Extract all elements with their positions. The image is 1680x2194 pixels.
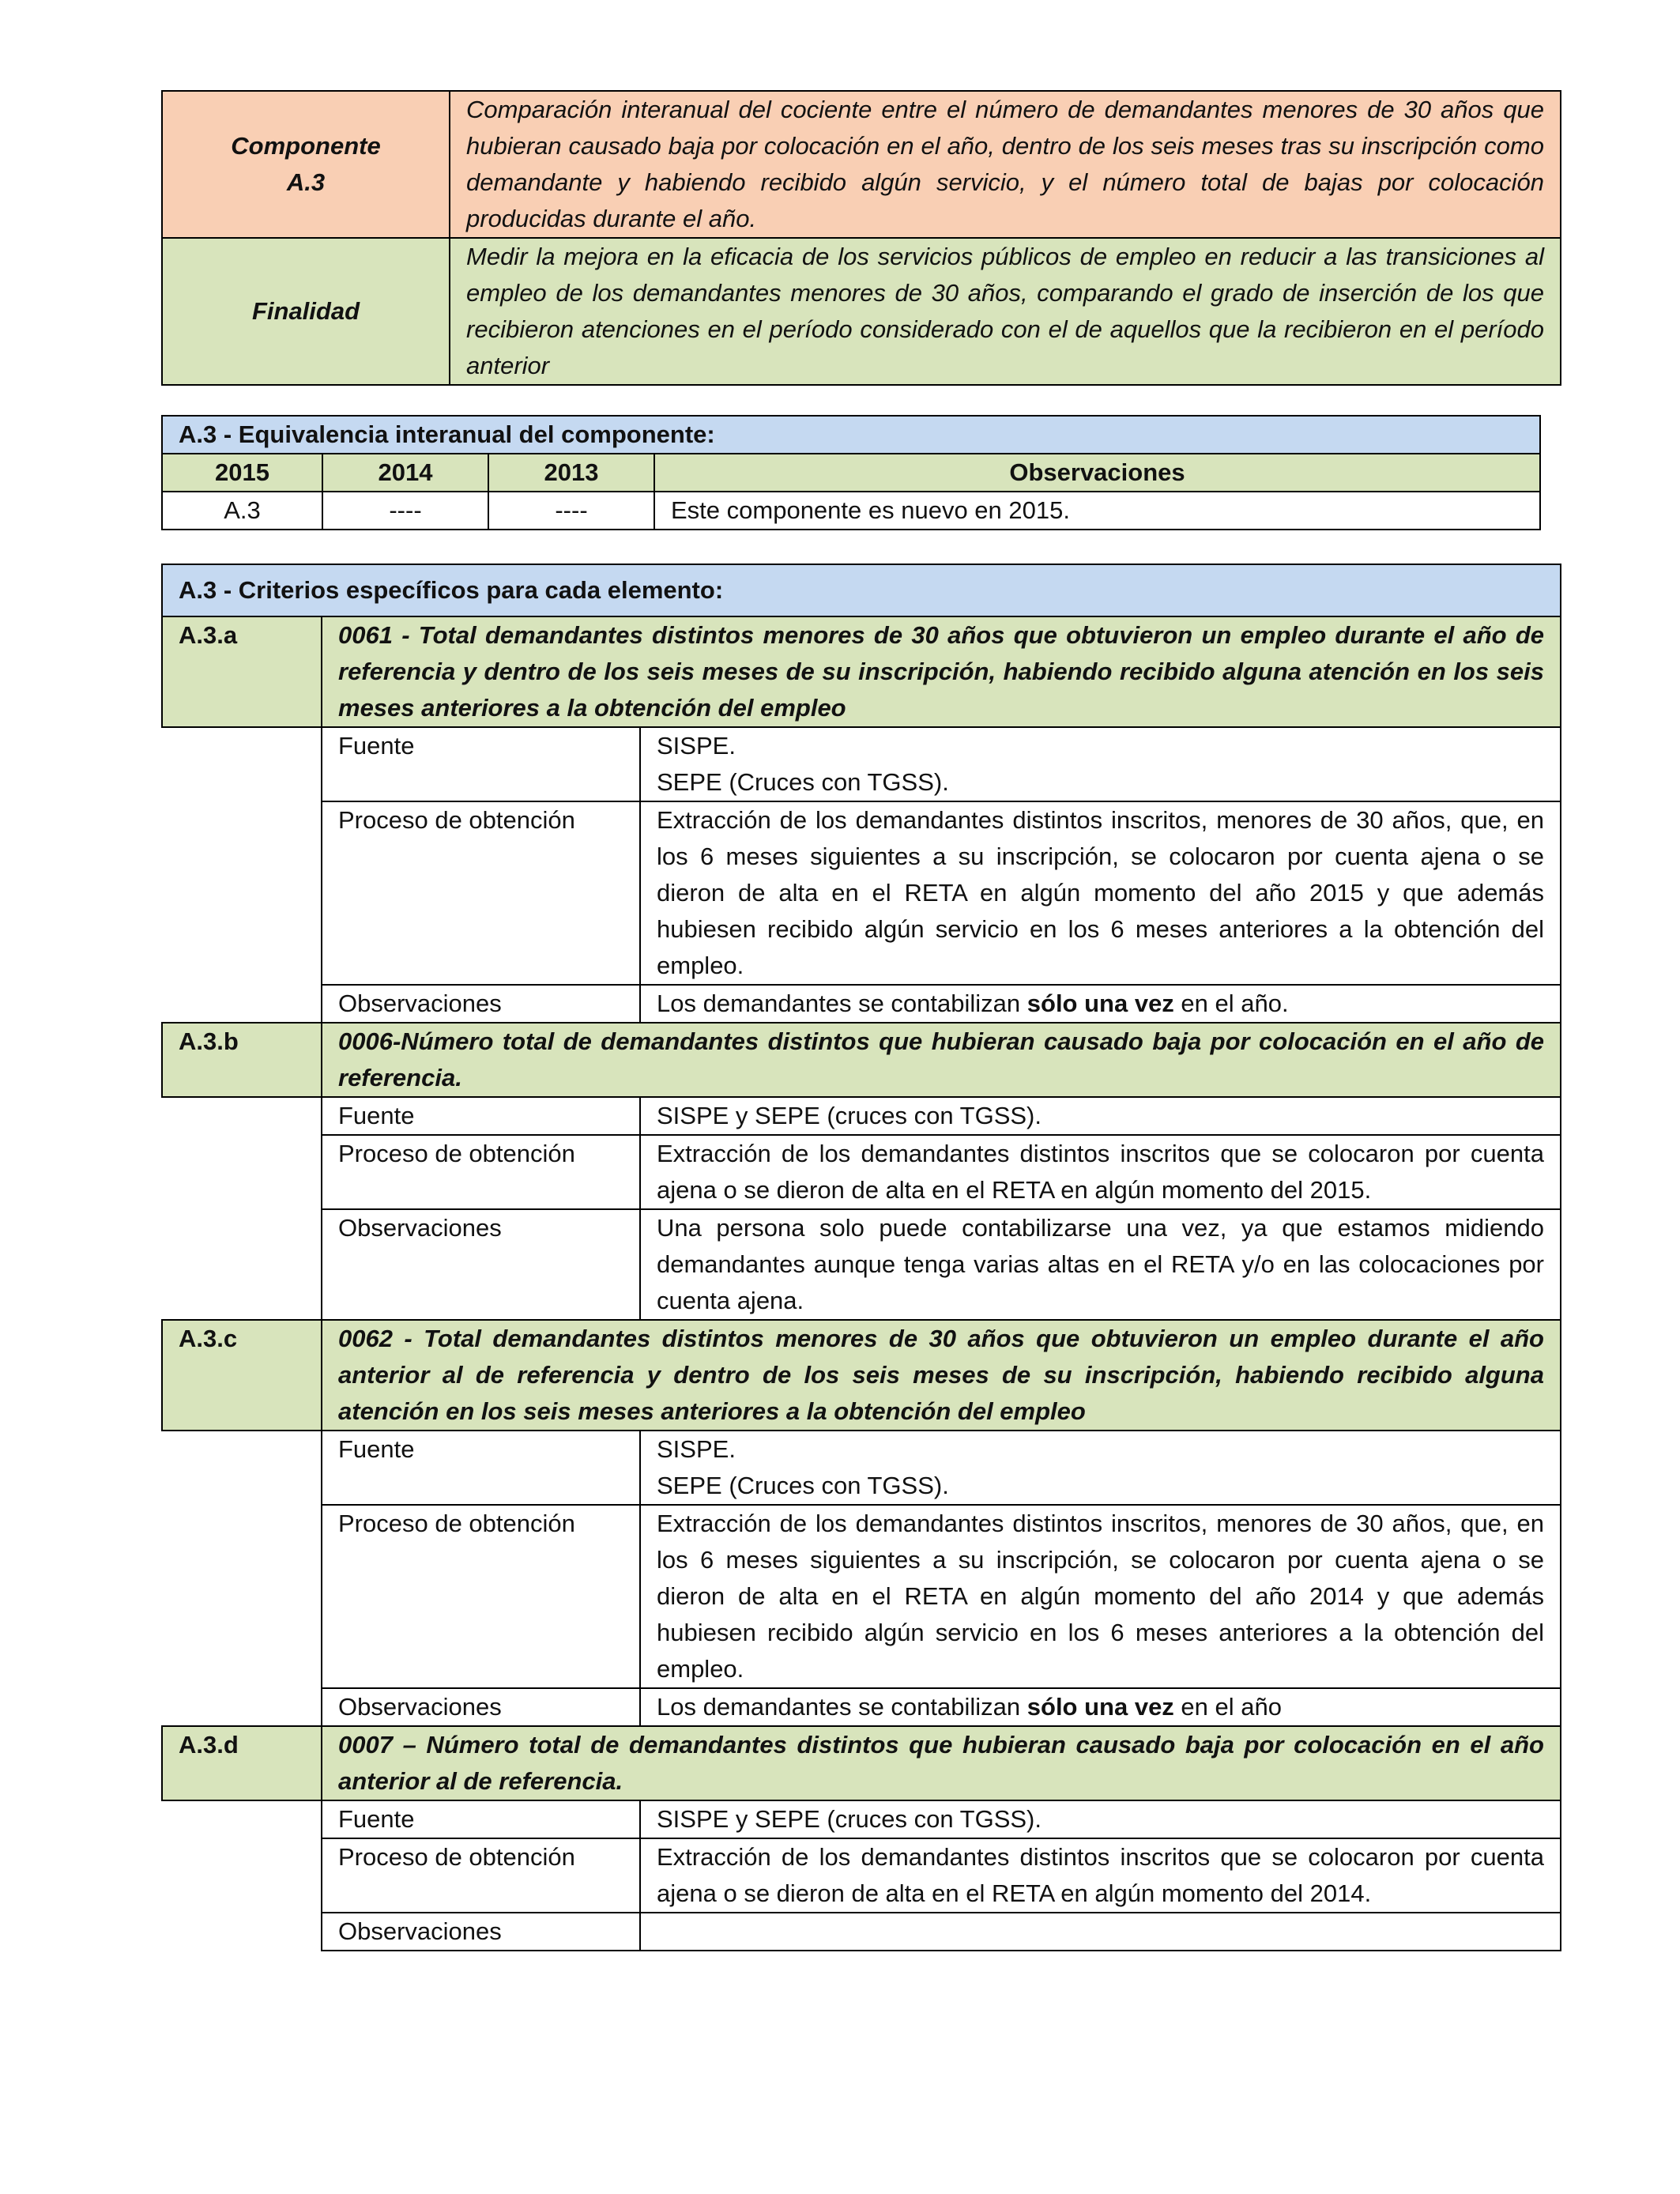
notes-value (640, 985, 1561, 1023)
notes-row (162, 985, 1561, 1023)
notes-row (162, 1913, 1561, 1951)
process-label: Proceso de obtención (322, 1135, 640, 1209)
process-label: Proceso de obtención (322, 1505, 640, 1688)
element-code: A.3.a (162, 616, 322, 727)
source-row (162, 1431, 1561, 1505)
column-header-2013: 2013 (488, 454, 654, 492)
process-value: Extracción de los demandantes distintos inscritos que se colocaron por cuenta ajena o se dieron de alta en el RETA en algún momento del 2015. (640, 1135, 1561, 1209)
component-code: A.3 (286, 168, 326, 196)
element-header-row (162, 1726, 1561, 1800)
notes-text: en el año. (1173, 990, 1289, 1017)
notes-emphasis: sólo una vez (1026, 1693, 1174, 1721)
purpose-label: Finalidad (162, 238, 450, 385)
notes-row (162, 1688, 1561, 1726)
source-label: Fuente (322, 1800, 640, 1838)
process-row (162, 1838, 1561, 1913)
element-title: 0007 – Número total de demandantes distintos que hubieran causado baja por colocación en el año anterior al de referencia. (322, 1726, 1561, 1800)
cell-2014: ---- (322, 492, 488, 530)
element-code: A.3.b (162, 1023, 322, 1097)
process-value: Extracción de los demandantes distintos inscritos que se colocaron por cuenta ajena o se dieron de alta en el RETA en algún momento del 2014. (640, 1838, 1561, 1913)
equivalence-table (161, 415, 1541, 530)
process-value: Extracción de los demandantes distintos inscritos, menores de 30 años, que, en los 6 meses siguientes a su inscripción, se colocaron por cuenta ajena o se dieron de alta en el RETA en algún momento del año 2015 y que además hubiesen recibido algún servicio en los 6 meses anteriores a la obtención del empleo. (640, 801, 1561, 985)
source-row (162, 727, 1561, 801)
source-value (640, 1431, 1561, 1505)
notes-value (640, 1688, 1561, 1726)
source-value: SISPE y SEPE (cruces con TGSS). (640, 1097, 1561, 1135)
process-label: Proceso de obtención (322, 1838, 640, 1913)
notes-text: en el año (1173, 1693, 1282, 1721)
source-value (640, 727, 1561, 801)
column-header-2014: 2014 (322, 454, 488, 492)
notes-label: Observaciones (322, 1688, 640, 1726)
criteria-title: A.3 - Criterios específicos para cada elemento: (162, 564, 1561, 616)
equivalence-title: A.3 - Equivalencia interanual del componente: (162, 416, 1540, 454)
column-header-2015: 2015 (162, 454, 322, 492)
purpose-row (162, 238, 1561, 385)
equivalence-title-row (162, 416, 1540, 454)
component-label: Componente (231, 132, 381, 160)
notes-value (640, 1913, 1561, 1951)
source-row (162, 1097, 1561, 1135)
source-label: Fuente (322, 1431, 640, 1505)
notes-row (162, 1209, 1561, 1320)
element-code: A.3.d (162, 1726, 322, 1800)
element-title: 0061 - Total demandantes distintos menores de 30 años que obtuvieron un empleo durante el año de referencia y dentro de los seis meses de su inscripción, habiendo recibido alguna atención en los seis meses anteriores a la obtención del empleo (322, 616, 1561, 727)
process-row (162, 1135, 1561, 1209)
criteria-title-row (162, 564, 1561, 616)
cell-2013: ---- (488, 492, 654, 530)
component-table (161, 90, 1561, 386)
process-row (162, 1505, 1561, 1688)
component-description: Comparación interanual del cociente entre el número de demandantes menores de 30 años que hubieran causado baja por colocación en el año, dentro de los seis meses tras su inscripción como demandante y habiendo recibido algún servicio, y el número total de bajas por colocación producidas durante el año. (450, 91, 1561, 238)
source-value-line: SEPE (Cruces con TGSS). (657, 1472, 949, 1499)
process-label: Proceso de obtención (322, 801, 640, 985)
notes-label: Observaciones (322, 985, 640, 1023)
source-value-line: SISPE. (657, 1435, 736, 1463)
column-header-observations: Observaciones (654, 454, 1540, 492)
notes-text: Los demandantes se contabilizan (657, 1693, 1027, 1721)
process-row (162, 801, 1561, 985)
notes-value: Una persona solo puede contabilizarse una vez, ya que estamos midiendo demandantes aunque tenga varias altas en el RETA y/o en las colocaciones por cuenta ajena. (640, 1209, 1561, 1320)
component-row (162, 91, 1561, 238)
cell-observations: Este componente es nuevo en 2015. (654, 492, 1540, 530)
notes-label: Observaciones (322, 1209, 640, 1320)
source-value-line: SEPE (Cruces con TGSS). (657, 768, 949, 796)
element-header-row (162, 616, 1561, 727)
element-code: A.3.c (162, 1320, 322, 1431)
criteria-table (161, 564, 1561, 1951)
source-row (162, 1800, 1561, 1838)
element-title: 0006-Número total de demandantes distintos que hubieran causado baja por colocación en el año de referencia. (322, 1023, 1561, 1097)
cell-2015: A.3 (162, 492, 322, 530)
element-header-row (162, 1320, 1561, 1431)
source-value: SISPE y SEPE (cruces con TGSS). (640, 1800, 1561, 1838)
source-label: Fuente (322, 1097, 640, 1135)
notes-label: Observaciones (322, 1913, 640, 1951)
purpose-description: Medir la mejora en la eficacia de los servicios públicos de empleo en reducir a las transiciones al empleo de los demandantes menores de 30 años, comparando el grado de inserción de los que recibieron atenciones en el período considerado con el de aquellos que la recibieron en el período anterior (450, 238, 1561, 385)
source-label: Fuente (322, 727, 640, 801)
component-label-cell (162, 91, 450, 238)
notes-text: Los demandantes se contabilizan (657, 990, 1027, 1017)
element-header-row (162, 1023, 1561, 1097)
process-value: Extracción de los demandantes distintos inscritos, menores de 30 años, que, en los 6 meses siguientes a su inscripción, se colocaron por cuenta ajena o se dieron de alta en el RETA en algún momento del año 2014 y que además hubiesen recibido algún servicio en los 6 meses anteriores a la obtención del empleo. (640, 1505, 1561, 1688)
source-value-line: SISPE. (657, 732, 736, 760)
equivalence-data-row (162, 492, 1540, 530)
equivalence-header-row (162, 454, 1540, 492)
element-title: 0062 - Total demandantes distintos menores de 30 años que obtuvieron un empleo durante el año anterior al de referencia y dentro de los seis meses de su inscripción, habiendo recibido alguna atención en los seis meses anteriores a la obtención del empleo (322, 1320, 1561, 1431)
notes-emphasis: sólo una vez (1026, 990, 1174, 1017)
